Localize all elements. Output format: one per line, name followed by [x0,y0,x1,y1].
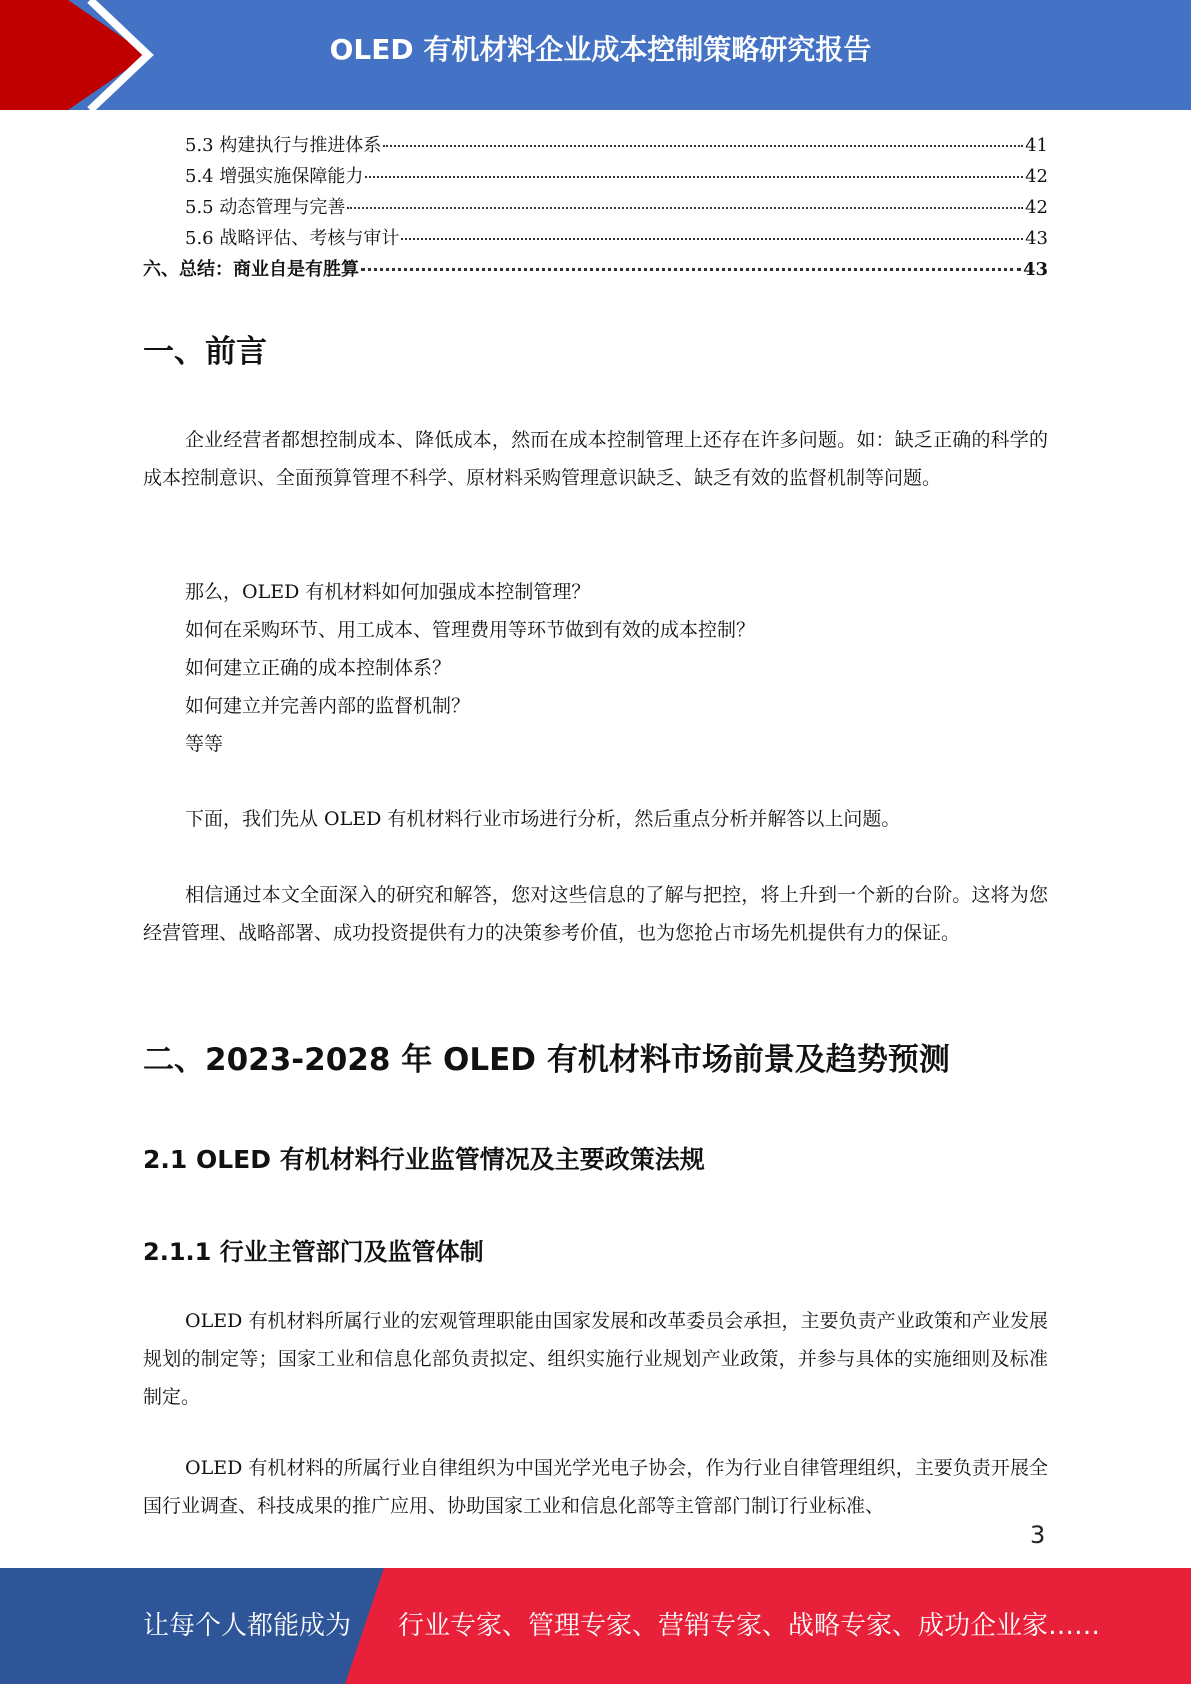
paragraph: 下面，我们先从 OLED 有机材料行业市场进行分析，然后重点分析并解答以上问题。 [185,808,901,830]
toc-entry-page: 43 [1022,259,1048,280]
question-line: 如何在采购环节、用工成本、管理费用等环节做到有效的成本控制？ [185,619,756,641]
toc-leader-dots [347,207,1023,209]
page-header [0,0,1191,110]
toc-entry[interactable] [143,255,1048,286]
page-footer [0,1568,1191,1684]
question-line: 等等 [185,733,224,755]
toc-entry-page: 42 [1025,197,1048,218]
footer-slogan-right: 行业专家、管理专家、营销专家、战略专家、成功企业家…… [398,1611,1101,1641]
question-line: 如何建立正确的成本控制体系？ [185,657,452,679]
toc-entry[interactable] [143,131,1048,162]
footer-slogan-left: 让每个人都能成为 [143,1611,352,1641]
section-heading-preface: 一、前言 [143,334,267,370]
toc-leader-dots [365,176,1023,178]
toc-leader-dots [361,268,1021,271]
toc-entry[interactable] [143,224,1048,255]
toc-entry-label: 5.3 构建执行与推进体系 [185,135,382,156]
page-number: 3 [1030,1521,1046,1549]
paragraph: OLED 有机材料的所属行业自律组织为中国光学光电子协会，作为行业自律管理组织，主要负责开展全国行业调查、科技成果的推广应用、协助国家工业和信息化部等主管部门制订行业标准、 [143,1457,1048,1517]
toc-entry[interactable] [143,193,1048,224]
question-line: 那么，OLED 有机材料如何加强成本控制管理？ [185,581,591,603]
paragraph: 相信通过本文全面深入的研究和解答，您对这些信息的了解与把控，将上升到一个新的台阶。这将为您经营管理、战略部署、成功投资提供有力的决策参考价值，也为您抢占市场先机提供有力的保证。 [143,884,1048,944]
section-heading-market-forecast: 二、2023-2028 年 OLED 有机材料市场前景及趋势预测 [143,1042,950,1078]
paragraph: 企业经营者都想控制成本、降低成本，然而在成本控制管理上还存在许多问题。如：缺乏正确的科学的成本控制意识、全面预算管理不科学、原材料采购管理意识缺乏、缺乏有效的监督机制等问题。 [143,429,1048,489]
toc-entry[interactable] [143,162,1048,193]
toc-entry-label: 5.6 战略评估、考核与审计 [185,228,400,249]
toc-entry-page: 42 [1025,166,1048,187]
toc-leader-dots [401,238,1023,240]
toc-entry-label: 5.5 动态管理与完善 [185,197,346,218]
toc-entry-page: 41 [1025,135,1048,156]
toc-entry-page: 43 [1025,228,1048,249]
toc-entry-label: 5.4 增强实施保障能力 [185,166,364,187]
subsection-heading: 2.1 OLED 有机材料行业监管情况及主要政策法规 [143,1145,705,1174]
toc-leader-dots [383,145,1023,147]
subsubsection-heading: 2.1.1 行业主管部门及监管体制 [143,1238,484,1266]
question-line: 如何建立并完善内部的监督机制？ [185,695,471,717]
header-title: OLED 有机材料企业成本控制策略研究报告 [329,33,872,66]
paragraph: OLED 有机材料所属行业的宏观管理职能由国家发展和改革委员会承担，主要负责产业政策和产业发展规划的制定等；国家工业和信息化部负责拟定、组织实施行业规划产业政策，并参与具体的实施细则及标准制定。 [143,1310,1048,1408]
table-of-contents [143,131,1048,286]
toc-entry-label: 六、总结：商业自是有胜算 [143,259,359,280]
